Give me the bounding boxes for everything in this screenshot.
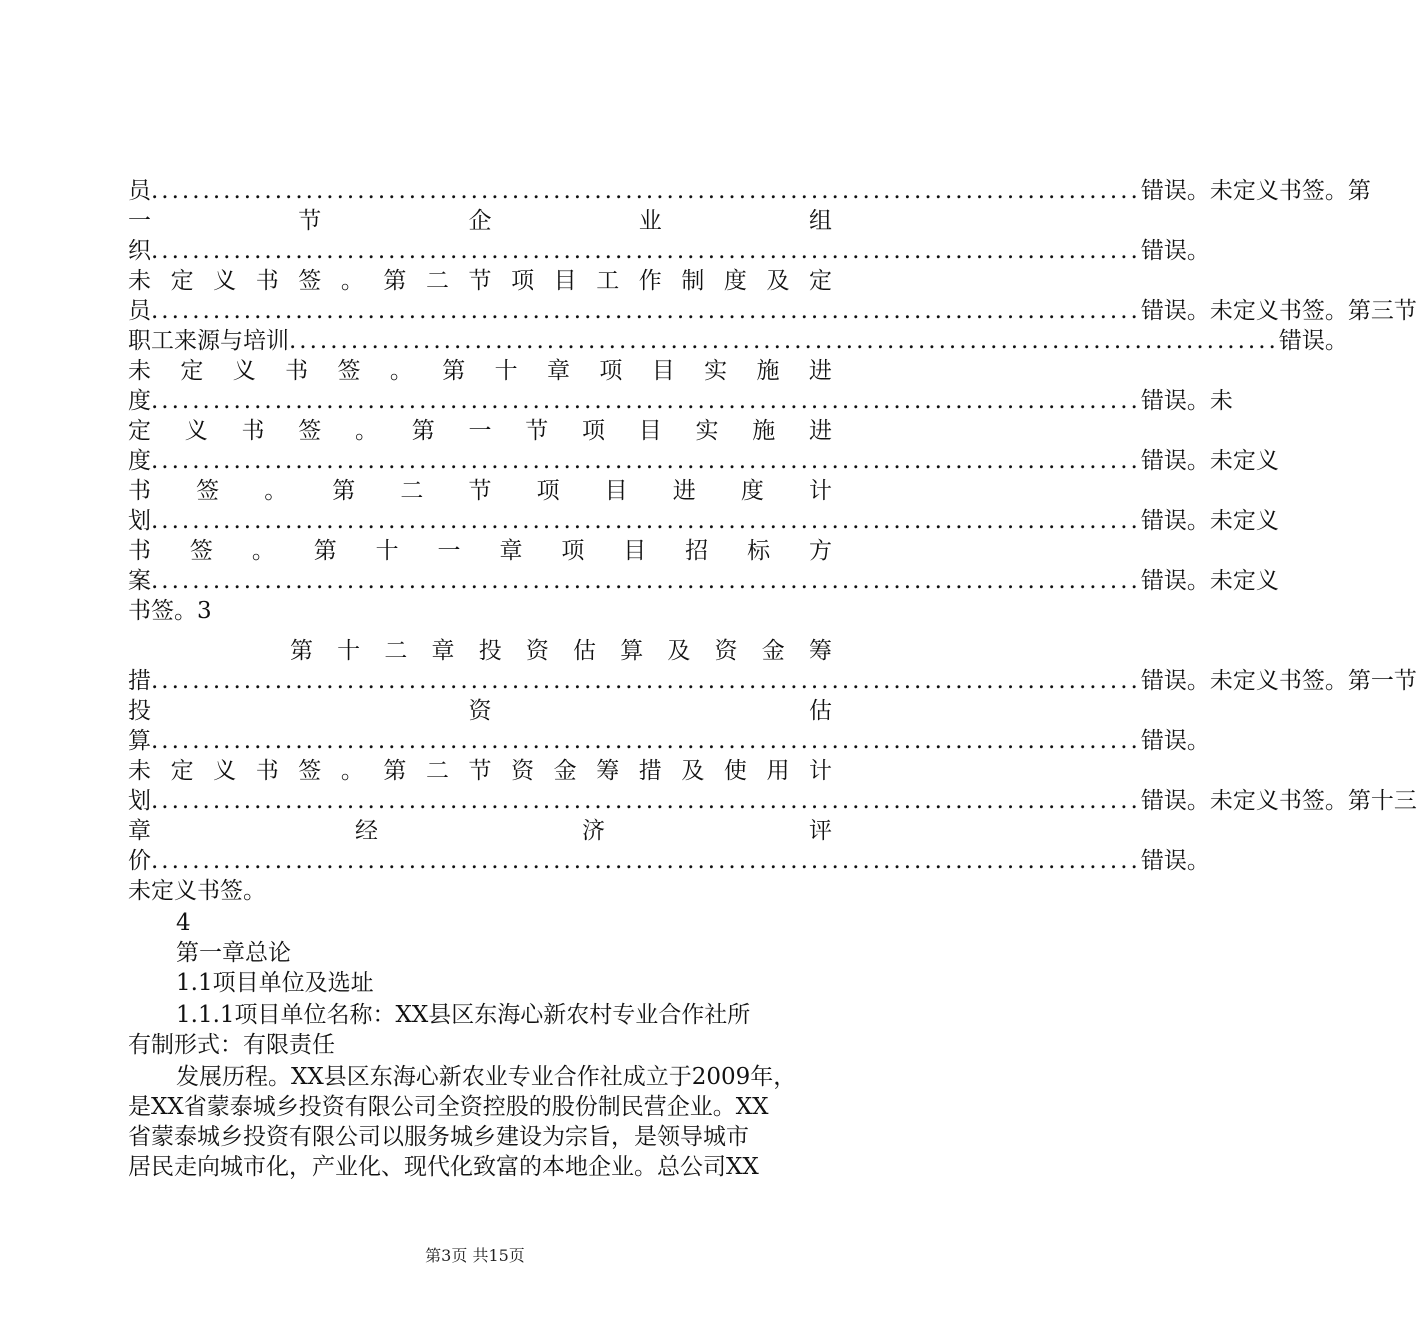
toc-char: 义: [213, 758, 237, 784]
toc-line: [128, 236, 1210, 266]
toc-char: 章: [499, 538, 523, 564]
toc-char: 项: [511, 268, 535, 294]
toc-text: 错误。未: [1140, 388, 1233, 414]
toc-line: [128, 726, 1210, 756]
toc-char: 措: [638, 758, 662, 784]
toc-char: 方: [808, 538, 832, 564]
toc-char: 制: [681, 268, 705, 294]
toc-char: 进: [808, 358, 832, 384]
toc-char: 十: [494, 358, 518, 384]
toc-char: 度: [740, 478, 764, 504]
toc-char: 义: [184, 418, 208, 444]
toc-char: 书: [128, 478, 151, 504]
toc-char: 计: [808, 478, 832, 504]
toc-char: 项: [561, 538, 585, 564]
toc-char: 金: [761, 638, 785, 664]
toc-char: 书: [255, 758, 279, 784]
toc-char: 及: [681, 758, 705, 784]
chapter-heading: 第一章总论: [176, 940, 291, 966]
toc-text: 错误。未定义: [1140, 448, 1279, 474]
toc-char: 定: [180, 358, 204, 384]
page-number-marker: 4: [176, 910, 191, 936]
toc-char: 第: [290, 638, 313, 664]
toc-char: 第: [383, 758, 407, 784]
toc-line: [128, 296, 1417, 326]
toc-char: 工: [596, 268, 620, 294]
toc-char: 评: [809, 818, 832, 844]
dot-leader: ................................................................................................: [151, 298, 1141, 324]
toc-char: 章: [128, 818, 151, 844]
toc-char: 筹: [808, 638, 832, 664]
toc-text: 织: [128, 238, 151, 264]
toc-char: 定: [170, 268, 194, 294]
toc-line: [128, 446, 1279, 476]
toc-char: 业: [638, 208, 662, 234]
toc-char: 投: [478, 638, 502, 664]
toc-char: 估: [573, 638, 597, 664]
toc-char: 项: [536, 478, 560, 504]
toc-char: 签: [298, 268, 322, 294]
toc-text: 错误。: [1140, 848, 1210, 874]
toc-char: 一: [468, 418, 492, 444]
toc-char: 一: [128, 208, 151, 234]
toc-char: 。: [355, 418, 378, 444]
toc-char: 十: [375, 538, 399, 564]
toc-char: 招: [685, 538, 709, 564]
toc-text: 员: [128, 178, 151, 204]
toc-char: 签: [189, 538, 213, 564]
toc-line: [128, 416, 832, 446]
toc-char: 施: [752, 418, 776, 444]
dot-leader: ................................................................................................: [151, 788, 1141, 814]
toc-line: [128, 386, 1233, 416]
toc-char: 估: [809, 698, 832, 724]
toc-char: 节: [525, 418, 549, 444]
toc-line: [128, 506, 1279, 536]
toc-char: 算: [620, 638, 644, 664]
toc-char: 定: [170, 758, 194, 784]
toc-char: 第: [332, 478, 356, 504]
toc-char: 目: [651, 358, 675, 384]
toc-text: 错误。未定义书签。第十三: [1140, 788, 1417, 814]
toc-line: 未定义书签。: [128, 878, 266, 904]
toc-char: 十: [337, 638, 361, 664]
toc-line: [290, 636, 832, 666]
toc-char: 。: [264, 478, 288, 504]
toc-line: [128, 756, 832, 786]
toc-line: [128, 786, 1417, 816]
dot-leader: ................................................................................................: [151, 728, 1141, 754]
toc-char: 未: [128, 268, 151, 294]
toc-text: 错误。未定义书签。第: [1140, 178, 1371, 204]
toc-line: 书签。3: [128, 598, 212, 624]
toc-char: 二: [425, 758, 449, 784]
toc-char: 进: [672, 478, 696, 504]
toc-text: 错误。未定义: [1140, 508, 1279, 534]
toc-char: 目: [553, 268, 577, 294]
toc-char: 签: [298, 418, 322, 444]
toc-text: 错误。: [1140, 728, 1210, 754]
toc-char: 第: [383, 268, 407, 294]
toc-char: 企: [468, 208, 492, 234]
toc-text: 算: [128, 728, 151, 754]
paragraph-line: 1.1.1项目单位名称：XX县区东海心新农村专业合作社所: [176, 1002, 751, 1028]
paragraph-line: 有制形式：有限责任: [128, 1032, 335, 1058]
toc-text: 错误。未定义书签。第一节: [1140, 668, 1417, 694]
dot-leader: ................................................................................................: [151, 848, 1141, 874]
toc-char: 。: [340, 758, 364, 784]
toc-char: 签: [337, 358, 361, 384]
toc-char: 。: [389, 358, 413, 384]
toc-text: 案: [128, 568, 151, 594]
toc-text: 错误。: [1140, 238, 1210, 264]
toc-char: 节: [468, 268, 492, 294]
toc-char: 第: [411, 418, 435, 444]
toc-line: [128, 846, 1210, 876]
toc-text: 度: [128, 448, 151, 474]
toc-char: 作: [638, 268, 662, 294]
toc-char: 。: [340, 268, 364, 294]
toc-line: [128, 476, 832, 506]
toc-char: 未: [128, 358, 151, 384]
toc-char: 节: [468, 478, 492, 504]
dot-leader: ................................................................................................: [151, 238, 1141, 264]
toc-char: 经: [355, 818, 378, 844]
toc-char: 定: [128, 418, 151, 444]
toc-char: 施: [756, 358, 780, 384]
toc-char: 项: [599, 358, 623, 384]
toc-text: 划: [128, 788, 151, 814]
toc-char: 节: [468, 758, 492, 784]
toc-char: 资: [511, 758, 535, 784]
toc-line: [128, 566, 1279, 596]
toc-line: [128, 536, 832, 566]
toc-char: 计: [809, 758, 832, 784]
toc-char: 第: [442, 358, 466, 384]
toc-char: 目: [604, 478, 628, 504]
toc-char: 金: [553, 758, 577, 784]
toc-char: 资: [468, 698, 492, 724]
toc-char: 济: [582, 818, 605, 844]
toc-char: 义: [232, 358, 256, 384]
dot-leader: ................................................................................................: [151, 568, 1141, 594]
toc-char: 使: [723, 758, 747, 784]
toc-line: [128, 816, 832, 846]
toc-char: 度: [723, 268, 747, 294]
toc-char: 。: [251, 538, 275, 564]
toc-char: 组: [809, 208, 832, 234]
toc-char: 一: [437, 538, 461, 564]
dot-leader: ................................................................................................: [151, 508, 1141, 534]
toc-char: 二: [384, 638, 408, 664]
toc-line: [128, 356, 832, 386]
toc-char: 实: [704, 358, 728, 384]
toc-char: 目: [623, 538, 647, 564]
toc-char: 实: [695, 418, 719, 444]
toc-char: 未: [128, 758, 151, 784]
toc-char: 进: [809, 418, 832, 444]
toc-char: 标: [747, 538, 771, 564]
toc-text: 价: [128, 848, 151, 874]
toc-char: 及: [766, 268, 790, 294]
toc-char: 资: [714, 638, 738, 664]
toc-char: 定: [809, 268, 832, 294]
toc-text: 错误。: [1278, 328, 1348, 354]
toc-text: 措: [128, 668, 151, 694]
toc-text: 划: [128, 508, 151, 534]
toc-char: 书: [255, 268, 279, 294]
toc-line: [128, 326, 1348, 356]
toc-char: 书: [285, 358, 309, 384]
toc-text: 度: [128, 388, 151, 414]
dot-leader: ................................................................................................: [151, 668, 1141, 694]
toc-char: 用: [766, 758, 790, 784]
toc-line: [128, 266, 832, 296]
toc-text: 员: [128, 298, 151, 324]
dot-leader: ................................................................................................: [151, 448, 1141, 474]
toc-line: [128, 666, 1417, 696]
toc-char: 章: [431, 638, 455, 664]
toc-line: [128, 206, 832, 236]
toc-char: 签: [298, 758, 322, 784]
paragraph-line: 居民走向城市化，产业化、现代化致富的本地企业。总公司XX: [128, 1154, 759, 1180]
dot-leader: ................................................................................................: [151, 178, 1141, 204]
paragraph-line: 省蒙泰城乡投资有限公司以服务城乡建设为宗旨，是领导城市: [128, 1124, 749, 1150]
section-heading: 1.1项目单位及选址: [176, 970, 374, 996]
toc-char: 书: [128, 538, 151, 564]
toc-char: 投: [128, 698, 151, 724]
dot-leader: ................................................................................................: [289, 328, 1279, 354]
paragraph-line: 是XX省蒙泰城乡投资有限公司全资控股的股份制民营企业。XX: [128, 1094, 769, 1120]
toc-char: 目: [638, 418, 662, 444]
paragraph-line: 发展历程。XX县区东海心新农业专业合作社成立于2009年，: [176, 1064, 797, 1090]
toc-line: [128, 696, 832, 726]
toc-char: 筹: [596, 758, 620, 784]
toc-text: 错误。未定义: [1140, 568, 1279, 594]
toc-char: 节: [298, 208, 322, 234]
toc-char: 书: [241, 418, 265, 444]
toc-char: 及: [667, 638, 691, 664]
toc-char: 第: [313, 538, 337, 564]
toc-line: [128, 176, 1371, 206]
toc-char: 二: [400, 478, 424, 504]
page-footer: 第3页 共15页: [425, 1246, 525, 1265]
toc-char: 签: [196, 478, 220, 504]
dot-leader: ................................................................................................: [151, 388, 1141, 414]
toc-char: 义: [213, 268, 237, 294]
toc-char: 项: [582, 418, 605, 444]
toc-char: 二: [425, 268, 449, 294]
toc-text: 错误。未定义书签。第三节: [1140, 298, 1417, 324]
toc-text: 职工来源与培训: [128, 328, 289, 354]
toc-char: 资: [525, 638, 549, 664]
toc-char: 章: [547, 358, 570, 384]
